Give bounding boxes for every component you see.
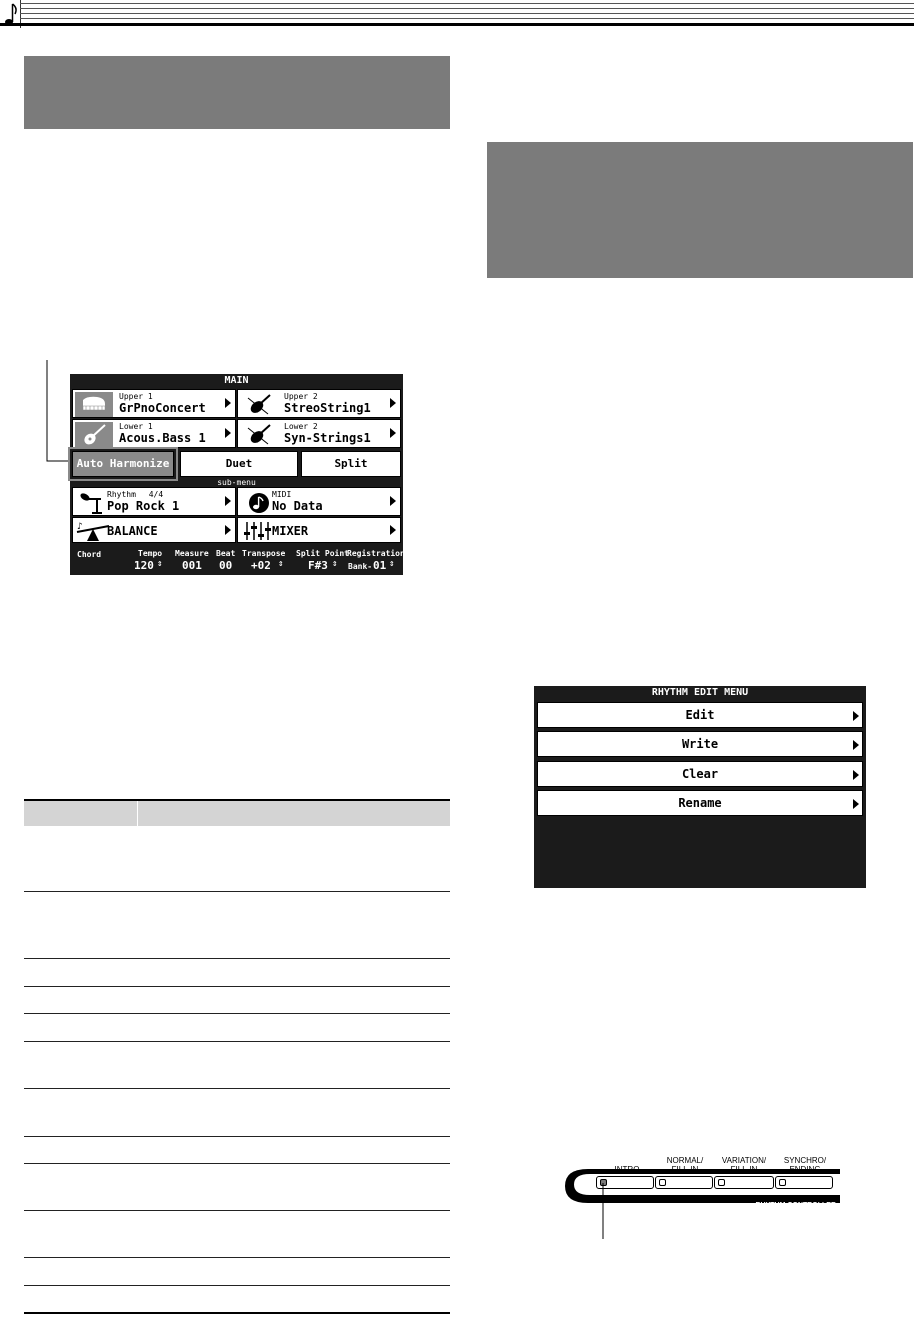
tone-part-label: Lower 2 — [284, 422, 318, 431]
table-row-border — [24, 1210, 450, 1211]
variation-fill-in-button[interactable] — [714, 1176, 774, 1189]
menu-item-write[interactable] — [537, 731, 863, 757]
menu-item-label: Rename — [678, 796, 722, 810]
measure-value: 001 — [182, 559, 202, 572]
tone-name: Acous.Bass 1 — [119, 431, 206, 445]
rhythm-controller-label: RHYTHM CONTROLLER — [755, 1202, 836, 1209]
auto-harmonize-button[interactable]: Auto Harmonize — [72, 451, 174, 477]
split-point-value: F#3 — [308, 559, 328, 572]
led-indicator — [718, 1179, 725, 1186]
midi-value: No Data — [272, 499, 323, 513]
led-indicator — [779, 1179, 786, 1186]
transpose-value: +02 — [251, 559, 271, 572]
table-row-border — [24, 1041, 450, 1042]
section-heading-box — [24, 56, 450, 129]
transpose-label: Transpose — [242, 549, 286, 558]
synchro-ending-label: SYNCHRO/ ENDING — [783, 1156, 827, 1174]
beat-value: 00 — [219, 559, 233, 572]
section-heading-box — [487, 142, 913, 278]
arrow-right-icon — [853, 799, 859, 809]
arrow-right-icon — [390, 496, 396, 506]
guitar-icon — [75, 422, 113, 447]
duet-button[interactable]: Duet — [180, 451, 298, 477]
chord-label: Chord — [77, 550, 102, 559]
menu-item-clear[interactable] — [537, 761, 863, 787]
violin-icon — [240, 392, 278, 418]
arrow-right-icon — [225, 398, 231, 408]
arrow-right-icon — [225, 496, 231, 506]
rhythm-label — [107, 490, 163, 499]
split-point-stepper-icon[interactable]: ⇕ — [332, 559, 338, 569]
time-signature: 4/4 — [148, 490, 164, 499]
rhythm-name: Pop Rock 1 — [107, 499, 180, 513]
tempo-stepper-icon[interactable]: ⇕ — [157, 559, 163, 569]
arrow-right-icon — [853, 770, 859, 780]
transpose-stepper-icon[interactable]: ⇕ — [278, 559, 284, 569]
split-button[interactable]: Split — [301, 451, 401, 477]
callout-line — [598, 1183, 608, 1243]
rhythm-label-text: Rhythm — [107, 490, 136, 499]
midi-select[interactable] — [237, 487, 401, 516]
table-row-border — [24, 1163, 450, 1164]
rhythm-edit-menu-screen — [534, 686, 866, 888]
table-row-border — [24, 1013, 450, 1014]
menu-item-edit[interactable] — [537, 702, 863, 728]
split-point-label: Split Point — [296, 549, 349, 558]
midi-label: MIDI — [272, 490, 292, 499]
tone-name: StreoString1 — [284, 401, 371, 415]
rhythm-select[interactable] — [72, 487, 236, 516]
arrow-right-icon — [390, 525, 396, 535]
piano-icon — [75, 392, 113, 417]
table-row-border — [24, 891, 450, 892]
registration-value: 01 — [373, 559, 387, 572]
table-row-border — [24, 958, 450, 959]
variation-fill-in-label: VARIATION/ FILL-IN — [721, 1156, 767, 1174]
arrow-right-icon — [853, 740, 859, 750]
menu-item-label: Write — [681, 737, 719, 751]
synchro-ending-button[interactable] — [775, 1176, 833, 1189]
main-screen — [70, 374, 403, 575]
menu-item-label: Edit — [685, 708, 715, 722]
tempo-label: Tempo — [138, 549, 163, 558]
table-row-border — [24, 1285, 450, 1286]
registration-stepper-icon[interactable]: ⇕ — [389, 559, 395, 569]
balance-button[interactable] — [72, 517, 236, 543]
svg-text:♪: ♪ — [77, 522, 83, 532]
tone-part-label: Upper 2 — [284, 392, 318, 401]
tempo-value: 120 — [134, 559, 154, 572]
tone-part-label: Lower 1 — [119, 422, 153, 431]
upper2-tone[interactable] — [237, 389, 401, 418]
mixer-button[interactable] — [237, 517, 401, 543]
normal-fill-in-label: NORMAL/ FILL-IN — [666, 1156, 704, 1174]
screen-title: MAIN — [224, 375, 249, 386]
tone-name: Syn-Strings1 — [284, 431, 371, 445]
tone-name: GrPnoConcert — [119, 401, 206, 415]
lower2-tone[interactable] — [237, 419, 401, 448]
arrow-right-icon — [225, 428, 231, 438]
upper1-tone[interactable] — [72, 389, 236, 418]
lower1-tone[interactable] — [72, 419, 236, 448]
normal-fill-in-button[interactable] — [655, 1176, 713, 1189]
table-bottom-border — [24, 1312, 450, 1314]
registration-bank: Bank- — [348, 562, 373, 571]
table-row-border — [24, 1257, 450, 1258]
arrow-right-icon — [225, 525, 231, 535]
rhythm-edit-menu-title: RHYTHM EDIT MENU — [651, 687, 749, 698]
mixer-label: MIXER — [272, 524, 309, 538]
balance-label: BALANCE — [107, 524, 158, 538]
table-header — [24, 799, 450, 826]
led-indicator — [659, 1179, 666, 1186]
table-row-border — [24, 1088, 450, 1089]
arrow-right-icon — [853, 711, 859, 721]
table-row-border — [24, 1136, 450, 1137]
measure-label: Measure — [175, 549, 209, 558]
intro-label: INTRO — [614, 1165, 640, 1174]
arrow-right-icon — [390, 428, 396, 438]
registration-label: Registration — [347, 549, 405, 558]
arrow-right-icon — [390, 398, 396, 408]
menu-item-rename[interactable] — [537, 790, 863, 816]
menu-item-label: Clear — [681, 767, 719, 781]
tone-part-label: Upper 1 — [119, 392, 153, 401]
table-header-separator — [137, 801, 138, 826]
table-row-border — [24, 986, 450, 987]
submenu-label: sub-menu — [217, 478, 256, 487]
beat-label: Beat — [216, 549, 236, 558]
violin-icon — [240, 422, 278, 448]
